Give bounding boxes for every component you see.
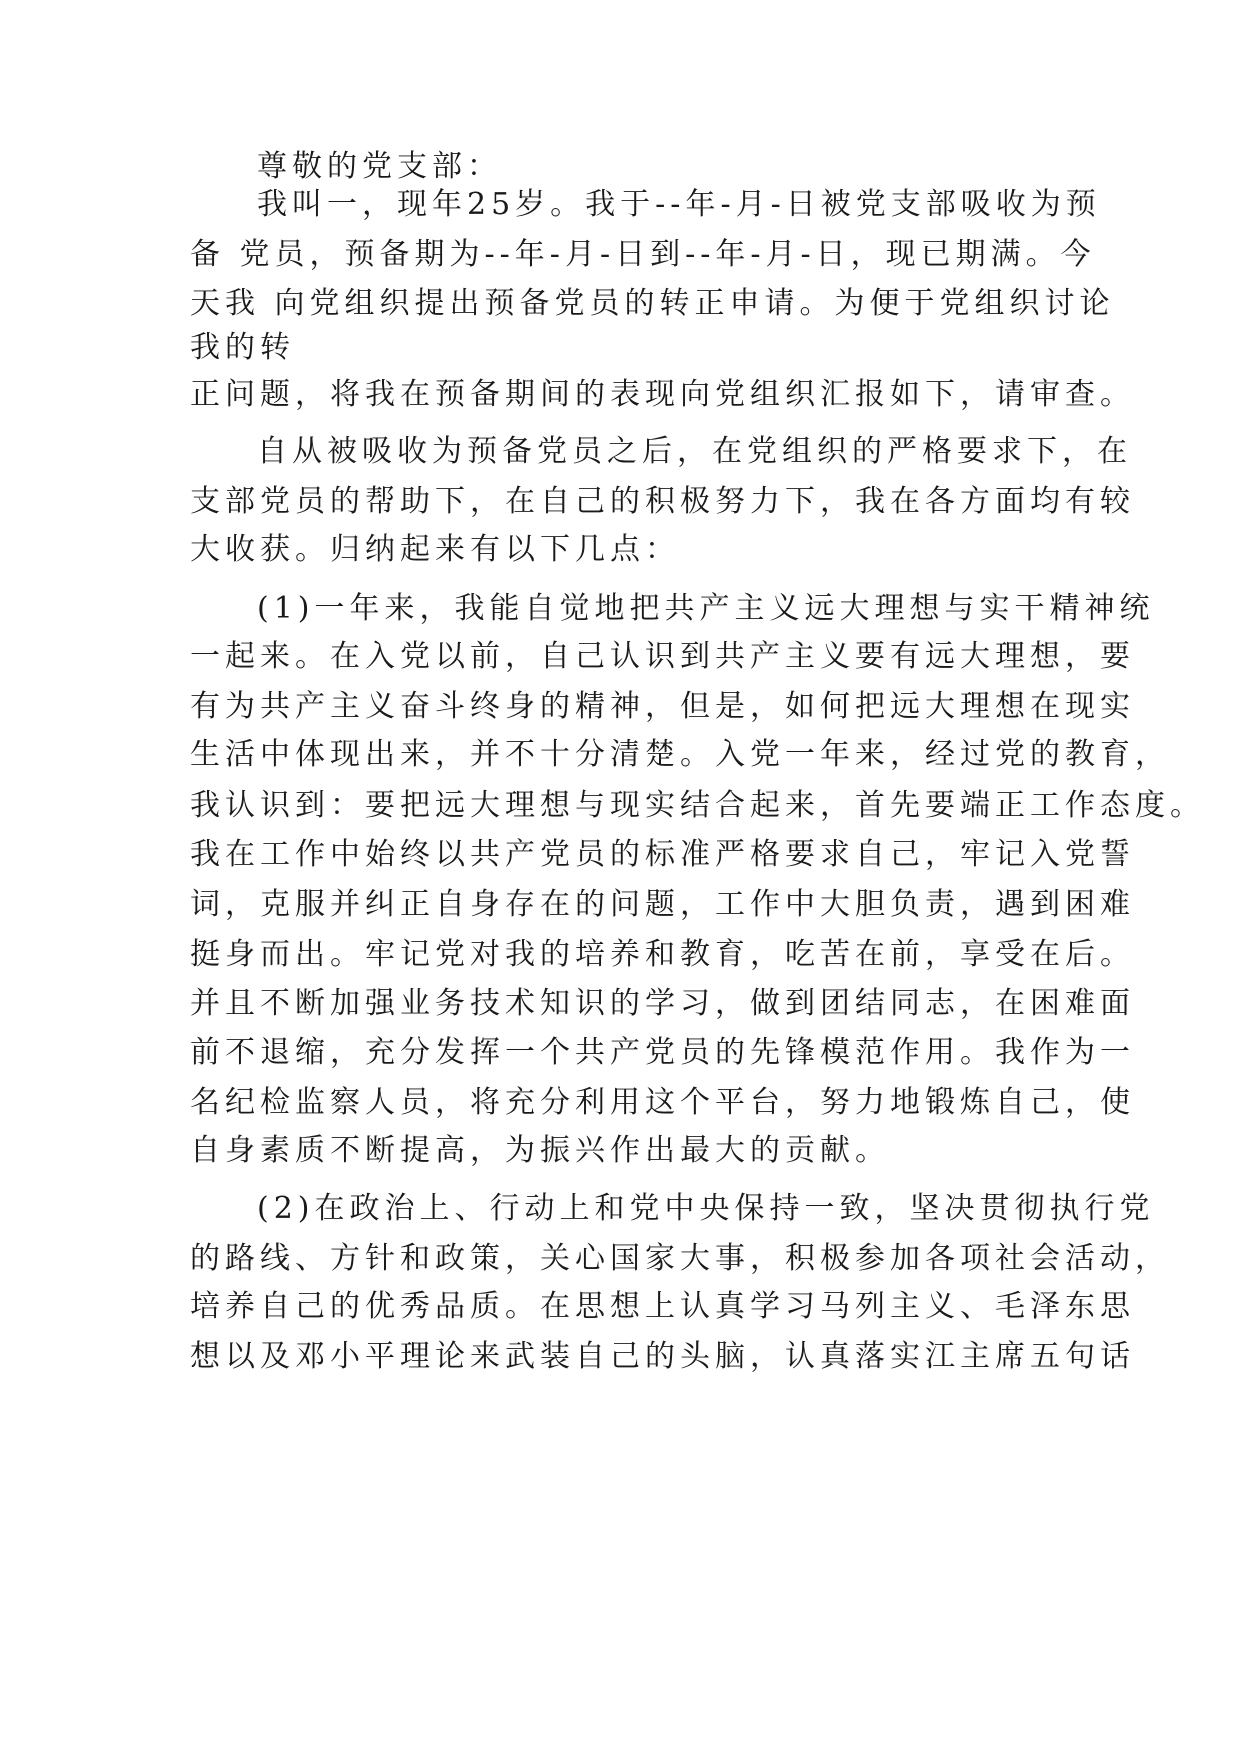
text-line: 我认识到：要把远大理想与现实结合起来，首先要端正工作态度。 (190, 788, 1205, 823)
text-line: 的路线、方针和政策，关心国家大事，积极参加各项社会活动， (190, 1241, 1170, 1276)
text-line: 自从被吸收为预备党员之后，在党组织的严格要求下，在 (257, 434, 1132, 469)
text-line: 想以及邓小平理论来武装自己的头脑，认真落实江主席五句话 (190, 1339, 1135, 1374)
text-line: 自身素质不断提高，为振兴作出最大的贡献。 (190, 1133, 890, 1168)
text-line: 名纪检监察人员，将充分利用这个平台，努力地锻炼自己，使 (190, 1085, 1135, 1120)
text-line: (2)在政治上、行动上和党中央保持一致，坚决贯彻执行党 (257, 1191, 1155, 1226)
text-line: 我叫一，现年25岁。我于--年-月-日被党支部吸收为预 (257, 187, 1101, 222)
text-line: 备 党员，预备期为--年-月-日到--年-月-日，现已期满。今 (190, 237, 1096, 272)
text-line: 大收获。归纳起来有以下几点： (190, 532, 680, 567)
text-line: 前不退缩，充分发挥一个共产党员的先锋模范作用。我作为一 (190, 1035, 1135, 1070)
text-line: 并且不断加强业务技术知识的学习，做到团结同志，在困难面 (190, 986, 1135, 1021)
text-line: 正问题，将我在预备期间的表现向党组织汇报如下，请审查。 (190, 377, 1135, 412)
salutation: 尊敬的党支部： (257, 149, 502, 184)
text-line: 培养自己的优秀品质。在思想上认真学习马列主义、毛泽东思 (190, 1289, 1135, 1324)
text-line: 有为共产主义奋斗终身的精神，但是，如何把远大理想在现实 (190, 689, 1135, 724)
text-line: 词，克服并纠正自身存在的问题，工作中大胆负责，遇到困难 (190, 887, 1135, 922)
text-line: 我在工作中始终以共产党员的标准严格要求自己，牢记入党誓 (190, 837, 1135, 872)
text-line: 一起来。在入党以前，自己认识到共产主义要有远大理想，要 (190, 639, 1135, 674)
text-line: 天我 向党组织提出预备党员的转正申请。为便于党组织讨论 (190, 286, 1115, 321)
text-line: 挺身而出。牢记党对我的培养和教育，吃苦在前，享受在后。 (190, 937, 1135, 972)
text-line: 生活中体现出来，并不十分清楚。入党一年来，经过党的教育， (190, 737, 1170, 772)
text-line: (1)一年来，我能自觉地把共产主义远大理想与实干精神统 (257, 591, 1155, 626)
text-line: 支部党员的帮助下，在自己的积极努力下，我在各方面均有较 (190, 484, 1135, 519)
text-line: 我的转 (190, 330, 295, 365)
